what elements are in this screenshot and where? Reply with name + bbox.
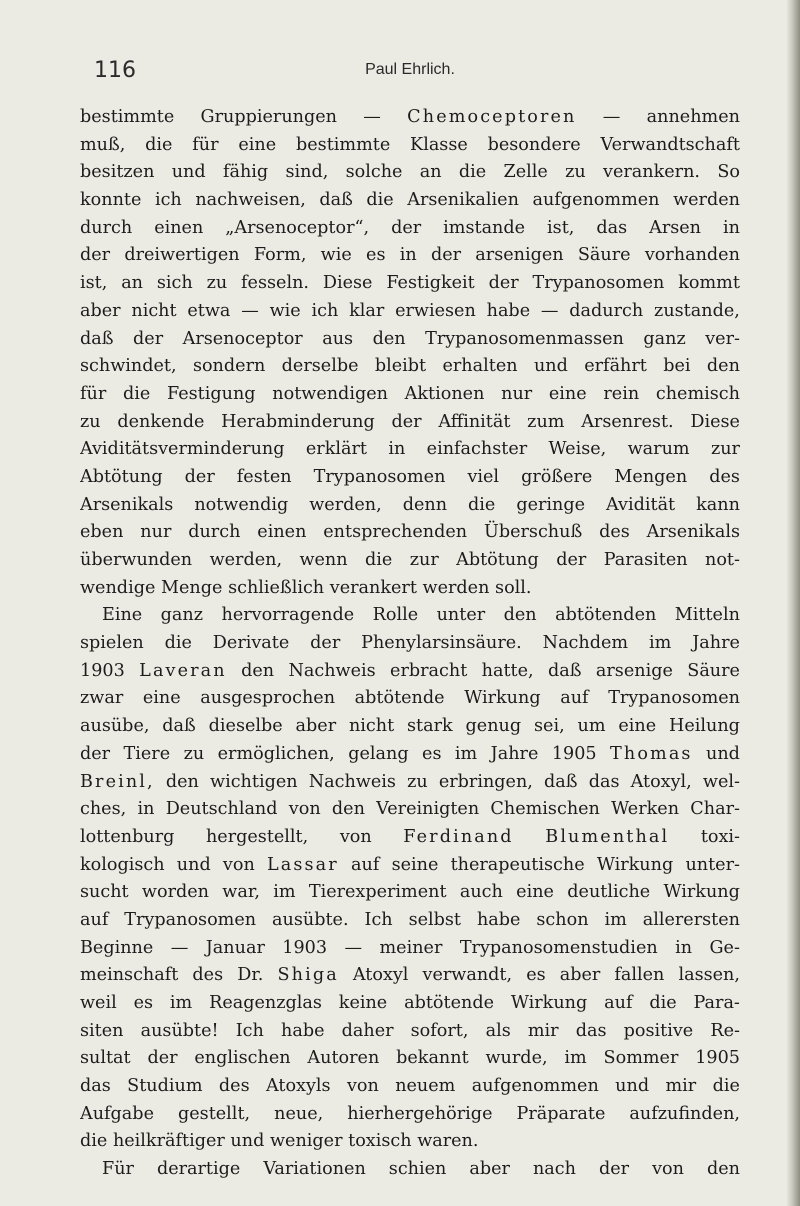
text-line: kologisch und von Lassar auf seine therapeutische Wirkung unter-: [80, 854, 740, 875]
text-line: bestimmte Gruppierungen — Chemoceptoren — annehmen: [80, 107, 740, 127]
text-line: daß der Arsenoceptor aus den Trypanosomenmassen ganz ver-: [80, 328, 740, 349]
text-line: überwunden werden, wenn die zur Abtötung der Parasiten not-: [80, 550, 740, 570]
page-header: [80, 58, 740, 88]
text-line: ches, in Deutschland von den Vereinigten Chemischen Werken Char-: [80, 799, 740, 820]
text-line: meinschaft des Dr. Shiga Atoxyl verwandt, es aber fallen lassen,: [80, 965, 740, 986]
text-line: aber nicht etwa — wie ich klar erwiesen habe — dadurch zustande,: [80, 300, 740, 321]
text-line: lottenburg hergestellt, von Ferdinand Blumenthal toxi-: [80, 826, 740, 847]
text-line: spielen die Derivate der Phenylarsinsäure. Nachdem im Jahre: [80, 633, 740, 654]
text-line: sucht worden war, im Tierexperiment auch eine deutliche Wirkung: [80, 882, 740, 903]
text-line: Arsenikals notwendig werden, denn die geringe Avidität kann: [80, 494, 740, 515]
text-line: weil es im Reagenzglas keine abtötende Wirkung auf die Para-: [80, 993, 740, 1013]
running-head: Paul Ehrlich.: [365, 61, 455, 78]
text-line: zu denkende Herabminderung der Affinität zum Arsenrest. Diese: [80, 411, 740, 432]
text-line: konnte ich nachweisen, daß die Arsenikalien aufgenommen werden: [80, 190, 740, 211]
text-line: schwindet, sondern derselbe bleibt erhalten und erfährt bei den: [80, 356, 740, 377]
text-line: Eine ganz hervorragende Rolle unter den abtötenden Mitteln: [102, 605, 740, 626]
text-line: durch einen „Arsenoceptor“, der imstande ist, das Arsen in: [80, 217, 740, 238]
page-number: 116: [94, 58, 136, 83]
text-line: 1903 Laveran den Nachweis erbracht hatte, daß arsenige Säure: [80, 660, 740, 681]
text-line: muß, die für eine bestimmte Klasse besondere Verwandtschaft: [80, 134, 740, 155]
text-line: wendige Menge schließlich verankert werden soll.: [80, 577, 532, 598]
text-line: zwar eine ausgesprochen abtötende Wirkung auf Trypanosomen: [80, 688, 740, 709]
text-line: eben nur durch einen entsprechenden Überschuß des Arsenikals: [80, 522, 740, 543]
book-spine-shadow: [786, 0, 800, 1206]
text-line: siten ausübte! Ich habe daher sofort, als mir das positive Re-: [80, 1020, 740, 1041]
text-line: sultat der englischen Autoren bekannt wurde, im Sommer 1905: [80, 1048, 740, 1069]
text-line: ist, an sich zu fesseln. Diese Festigkeit der Trypanosomen kommt: [80, 273, 740, 294]
body-text: [80, 104, 740, 1184]
text-line: die heilkräftiger und weniger toxisch waren.: [80, 1131, 479, 1152]
text-line: Für derartige Variationen schien aber nach der von den: [102, 1159, 740, 1180]
text-line: Beginne — Januar 1903 — meiner Trypanosomenstudien in Ge-: [80, 937, 740, 958]
text-line: der Tiere zu ermöglichen, gelang es im Jahre 1905 Thomas und: [80, 743, 740, 764]
text-line: Aviditätsverminderung erklärt in einfachster Weise, warum zur: [80, 439, 740, 460]
text-line: der dreiwertigen Form, wie es in der arsenigen Säure vorhanden: [80, 245, 740, 266]
text-line: Abtötung der festen Trypanosomen viel größere Mengen des: [80, 466, 740, 487]
text-line: Aufgabe gestellt, neue, hierhergehörige Präparate aufzufinden,: [80, 1103, 740, 1124]
text-line: besitzen und fähig sind, solche an die Zelle zu verankern. So: [80, 162, 740, 183]
text-line: auf Trypanosomen ausübte. Ich selbst habe schon im allerersten: [80, 909, 740, 930]
text-line: ausübe, daß dieselbe aber nicht stark genug sei, um eine Heilung: [80, 716, 740, 737]
text-line: Breinl, den wichtigen Nachweis zu erbringen, daß das Atoxyl, wel-: [80, 771, 740, 792]
text-line: das Studium des Atoxyls von neuem aufgenommen und mir die: [80, 1076, 740, 1097]
text-line: für die Festigung notwendigen Aktionen nur eine rein chemisch: [80, 383, 740, 404]
